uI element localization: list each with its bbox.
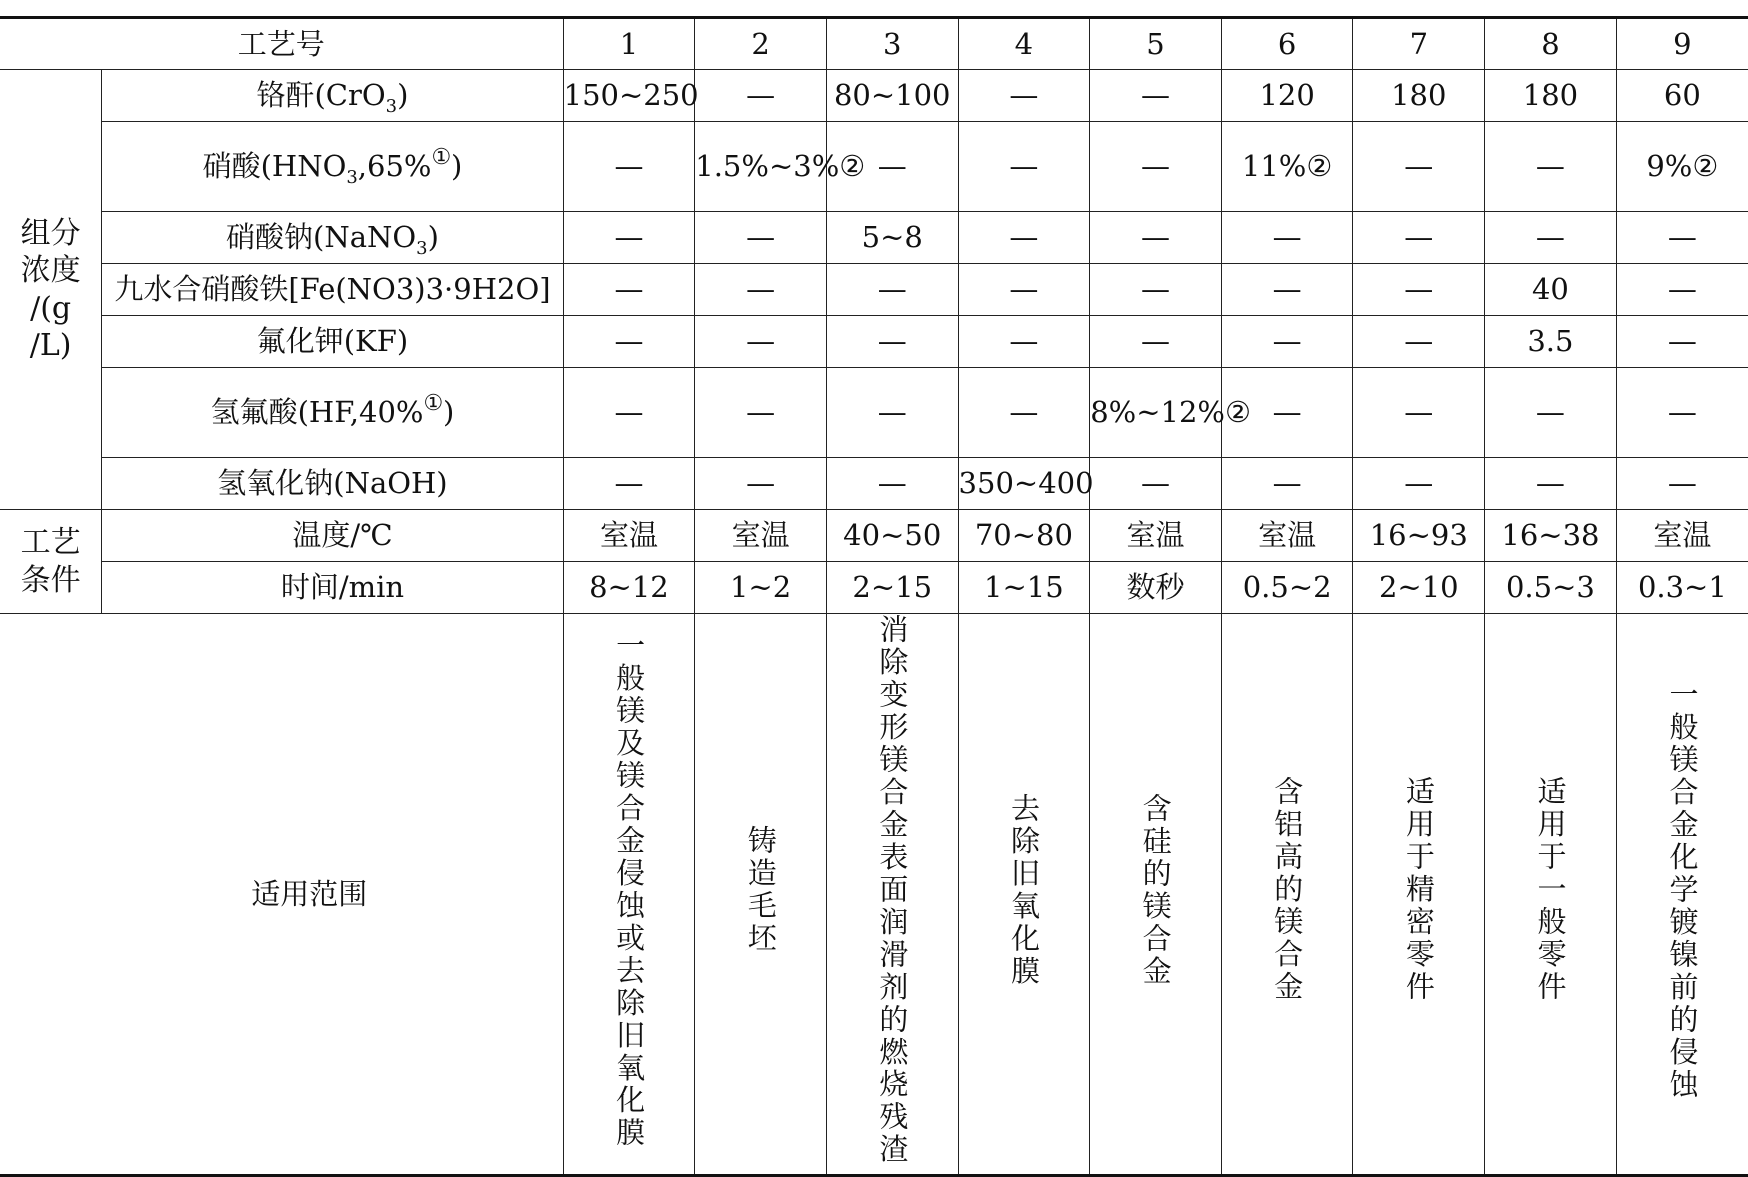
- table-cell: 70~80: [958, 510, 1090, 562]
- table-cell: 2~15: [826, 562, 958, 614]
- table-cell: 1.5%~3%②: [695, 122, 827, 212]
- table-cell: —: [695, 70, 827, 122]
- scope-text: 一般镁合金化学镀镍前的侵蚀: [1665, 678, 1700, 1102]
- table-cell: —: [1616, 368, 1748, 458]
- table-cell: —: [695, 264, 827, 316]
- table-cell: 9%②: [1616, 122, 1748, 212]
- process-number-5: 5: [1090, 18, 1222, 70]
- table-cell: —: [1353, 316, 1485, 368]
- table-row: [0, 122, 1748, 212]
- process-number-9: 9: [1616, 18, 1748, 70]
- table-cell: —: [1353, 212, 1485, 264]
- scope-text: 铸造毛坯: [743, 825, 778, 956]
- scope-text: 含硅的镁合金: [1138, 792, 1173, 988]
- table-row: [0, 212, 1748, 264]
- scope-text: 含铝高的镁合金: [1270, 776, 1305, 1004]
- table-cell: —: [1353, 264, 1485, 316]
- table-cell: 0.5~2: [1221, 562, 1353, 614]
- scope-text: 适用于一般零件: [1533, 776, 1568, 1004]
- table-cell: 5~8: [826, 212, 958, 264]
- scope-text: 消除变形镁合金表面润滑剂的燃烧残渣: [875, 614, 910, 1167]
- component-name-hf: 氢氟酸(HF,40%①): [102, 368, 563, 458]
- table-cell: —: [826, 368, 958, 458]
- table-cell: 2~10: [1353, 562, 1485, 614]
- scope-cell-3: [826, 614, 958, 1176]
- table-cell: —: [1090, 316, 1222, 368]
- table-cell: —: [1616, 316, 1748, 368]
- table-cell: —: [958, 122, 1090, 212]
- table-cell: —: [563, 316, 695, 368]
- table-cell: —: [1090, 122, 1222, 212]
- table-cell: —: [958, 212, 1090, 264]
- table-cell: —: [1090, 458, 1222, 510]
- scope-text: 适用于精密零件: [1401, 776, 1436, 1004]
- table-cell: 8%~12%②: [1090, 368, 1222, 458]
- scope-text: 去除旧氧化膜: [1006, 792, 1041, 988]
- table-cell: 1~2: [695, 562, 827, 614]
- table-cell: 40: [1485, 264, 1617, 316]
- table-cell: 室温: [695, 510, 827, 562]
- table-cell: —: [563, 368, 695, 458]
- table-header-row: [0, 18, 1748, 70]
- table-row: [0, 70, 1748, 122]
- process-table: [0, 16, 1748, 1177]
- table-cell: —: [1221, 264, 1353, 316]
- table-cell: —: [1616, 212, 1748, 264]
- condition-name-time: 时间/min: [102, 562, 563, 614]
- table-cell: 0.3~1: [1616, 562, 1748, 614]
- group-label-line: 条件: [20, 562, 81, 598]
- scope-cell-7: [1353, 614, 1485, 1176]
- table-cell: 数秒: [1090, 562, 1222, 614]
- group-label-line: 浓度: [20, 253, 81, 288]
- component-name-naoh: 氢氧化钠(NaOH): [102, 458, 563, 510]
- process-number-label: 工艺号: [0, 18, 563, 70]
- table-cell: 180: [1485, 70, 1617, 122]
- table-cell: —: [1221, 458, 1353, 510]
- process-number-7: 7: [1353, 18, 1485, 70]
- table-cell: 350~400: [958, 458, 1090, 510]
- scope-cell-6: [1221, 614, 1353, 1176]
- table-cell: 11%②: [1221, 122, 1353, 212]
- table-cell: —: [1353, 368, 1485, 458]
- group-label-line: /(g: [30, 290, 72, 326]
- process-number-3: 3: [826, 18, 958, 70]
- table-cell: 0.5~3: [1485, 562, 1617, 614]
- table-cell: —: [695, 316, 827, 368]
- table-cell: 室温: [1221, 510, 1353, 562]
- table-cell: 室温: [1616, 510, 1748, 562]
- table-cell: —: [1090, 70, 1222, 122]
- table-cell: —: [1485, 368, 1617, 458]
- table-cell: 1~15: [958, 562, 1090, 614]
- scope-label: 适用范围: [0, 614, 563, 1176]
- table-cell: 16~38: [1485, 510, 1617, 562]
- scope-cell-8: [1485, 614, 1617, 1176]
- table-cell: 60: [1616, 70, 1748, 122]
- group-label-line: 工艺: [20, 525, 81, 560]
- table-cell: —: [1616, 264, 1748, 316]
- table-cell: —: [1485, 458, 1617, 510]
- process-number-2: 2: [695, 18, 827, 70]
- table-cell: —: [1353, 458, 1485, 510]
- table-cell: 16~93: [1353, 510, 1485, 562]
- table-cell: —: [1221, 368, 1353, 458]
- table-cell: —: [1221, 212, 1353, 264]
- table-cell: 8~12: [563, 562, 695, 614]
- table-cell: 150~250: [563, 70, 695, 122]
- table-cell: —: [1221, 316, 1353, 368]
- table-cell: —: [826, 316, 958, 368]
- table-row: [0, 510, 1748, 562]
- process-number-4: 4: [958, 18, 1090, 70]
- table-cell: —: [1090, 264, 1222, 316]
- scope-cell-1: [563, 614, 695, 1176]
- table-cell: —: [1616, 458, 1748, 510]
- component-name-hno3: 硝酸$(HNO_3,65\%^①)$: [102, 122, 563, 212]
- scope-cell-4: [958, 614, 1090, 1176]
- table-cell: —: [1485, 122, 1617, 212]
- table-row: [0, 562, 1748, 614]
- table-cell: —: [695, 368, 827, 458]
- component-name-cro3: 铬酐(CrO$_3$): [102, 70, 563, 122]
- table-row: [0, 316, 1748, 368]
- table-cell: —: [563, 458, 695, 510]
- table-cell: —: [958, 316, 1090, 368]
- conditions-group-label: [0, 510, 102, 614]
- scope-cell-2: [695, 614, 827, 1176]
- table-cell: —: [826, 458, 958, 510]
- component-name-ferric-nitrate: 九水合硝酸铁[Fe(NO3)3·9H2O]: [102, 264, 563, 316]
- table-cell: 80~100: [826, 70, 958, 122]
- table-cell: —: [826, 122, 958, 212]
- scope-cell-5: [1090, 614, 1222, 1176]
- component-name-nano3: 硝酸钠(NaNO$_3$): [102, 212, 563, 264]
- group-label-line: 组分: [20, 215, 81, 251]
- table-cell: —: [958, 264, 1090, 316]
- table-cell: 120: [1221, 70, 1353, 122]
- table-cell: —: [563, 122, 695, 212]
- table-cell: —: [826, 264, 958, 316]
- table-cell: —: [1485, 212, 1617, 264]
- table-row-scope: [0, 614, 1748, 1176]
- table-cell: —: [563, 264, 695, 316]
- process-number-8: 8: [1485, 18, 1617, 70]
- process-number-6: 6: [1221, 18, 1353, 70]
- table-cell: —: [563, 212, 695, 264]
- composition-group-label: [0, 70, 102, 510]
- scope-text: 一般镁及镁合金侵蚀或去除旧氧化膜: [612, 630, 647, 1150]
- table-cell: —: [1090, 212, 1222, 264]
- table-cell: 40~50: [826, 510, 958, 562]
- scope-cell-9: [1616, 614, 1748, 1176]
- table-cell: —: [695, 458, 827, 510]
- group-label-line: /L): [29, 328, 72, 363]
- table-cell: 180: [1353, 70, 1485, 122]
- table-cell: 3.5: [1485, 316, 1617, 368]
- table-row: [0, 264, 1748, 316]
- table-cell: —: [1353, 122, 1485, 212]
- table-row: [0, 368, 1748, 458]
- process-number-1: 1: [563, 18, 695, 70]
- table-row: [0, 458, 1748, 510]
- table-cell: —: [958, 70, 1090, 122]
- condition-name-temperature: 温度/℃: [102, 510, 563, 562]
- component-name-kf: 氟化钾(KF): [102, 316, 563, 368]
- table-cell: —: [695, 212, 827, 264]
- table-cell: 室温: [1090, 510, 1222, 562]
- table-cell: —: [958, 368, 1090, 458]
- table-cell: 室温: [563, 510, 695, 562]
